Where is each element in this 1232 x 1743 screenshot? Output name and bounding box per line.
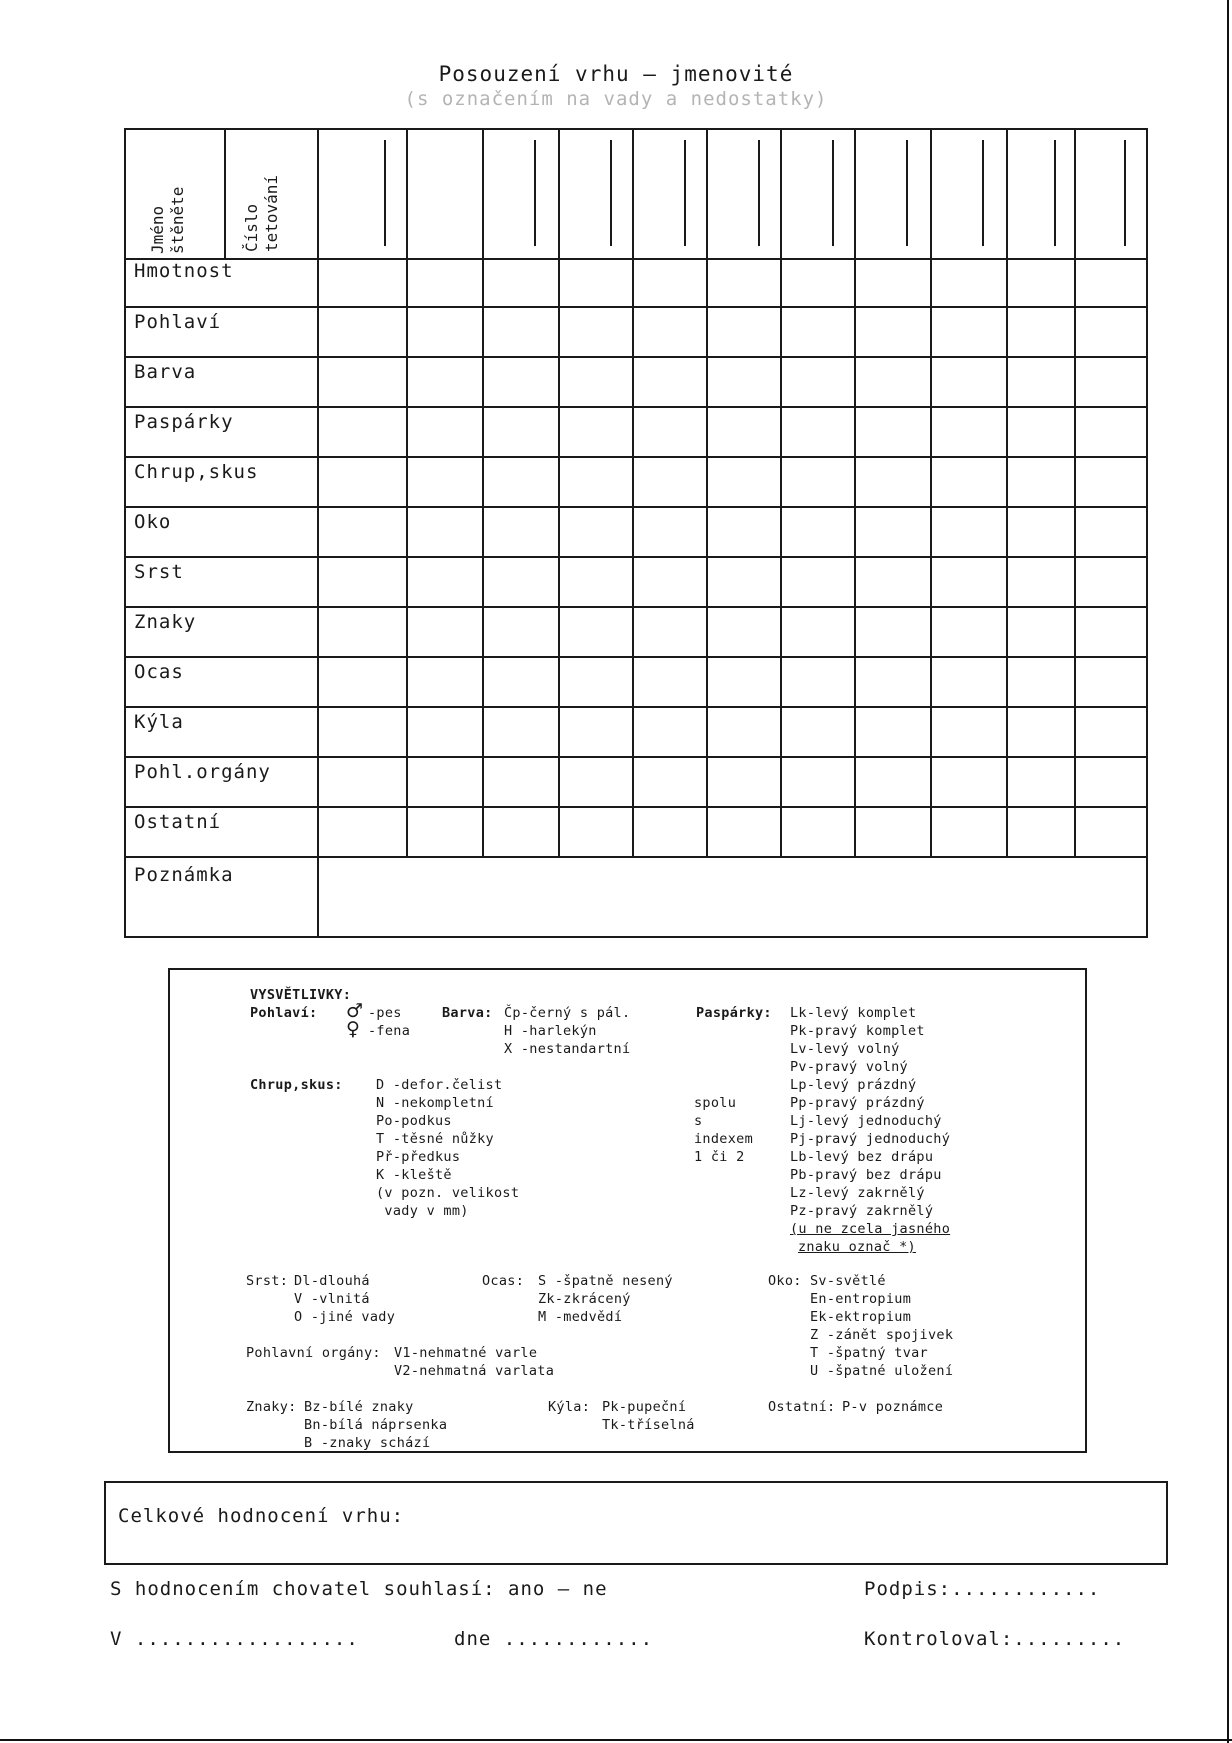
legend-color-item: X -nestandartní	[504, 1041, 631, 1057]
header-divider	[1054, 140, 1056, 246]
legend-dewclaw-item: Lv-levý volný	[790, 1041, 900, 1057]
header-divider	[1124, 140, 1126, 246]
legend-sex-male: -pes	[368, 1005, 402, 1021]
legend-dewclaw-item: Lp-levý prázdný	[790, 1077, 917, 1093]
grid-line	[124, 556, 1148, 558]
assessment-grid	[124, 128, 1148, 938]
legend-other-label: Ostatní:	[768, 1399, 836, 1415]
header-divider	[684, 140, 686, 246]
grid-line	[124, 656, 1148, 658]
legend-bite-index: spolu	[694, 1095, 737, 1111]
female-symbol-icon: ♀	[346, 1018, 361, 1040]
legend-dewclaw-item: Pz-pravý zakrnělý	[790, 1203, 934, 1219]
legend-bite-index: 1 či 2	[694, 1149, 745, 1165]
checked-by-line: Kontroloval:.........	[864, 1628, 1126, 1650]
row-label-other: Ostatní	[134, 811, 222, 833]
legend-bite-item: vady v mm)	[376, 1203, 469, 1219]
row-label-genitals: Pohl.orgány	[134, 761, 271, 783]
grid-line	[124, 856, 1148, 858]
grid-line	[124, 128, 1148, 130]
grid-line	[124, 606, 1148, 608]
legend-coat-item: V -vlnitá	[294, 1291, 370, 1307]
grid-line	[317, 128, 319, 938]
legend-sex-label: Pohlaví:	[250, 1005, 318, 1021]
header-divider	[384, 140, 386, 246]
grid-line	[124, 756, 1148, 758]
grid-line	[124, 936, 1148, 938]
grid-line	[124, 356, 1148, 358]
form-title: Posouzení vrhu – jmenovité	[438, 62, 794, 86]
row-label-bite: Chrup,skus	[134, 461, 259, 483]
legend-tail-item: S -špatně nesený	[538, 1273, 673, 1289]
header-divider	[610, 140, 612, 246]
legend-dewclaw-label: Paspárky:	[696, 1005, 772, 1021]
grid-line	[406, 128, 408, 858]
grid-line	[780, 128, 782, 858]
legend-organs-item: V1-nehmatné varle	[394, 1345, 538, 1361]
legend-bite-item: T -těsné nůžky	[376, 1131, 494, 1147]
grid-line	[124, 406, 1148, 408]
header-divider	[982, 140, 984, 246]
legend-dewclaw-item: Pv-pravý volný	[790, 1059, 908, 1075]
legend-organs-label: Pohlavní orgány:	[246, 1345, 381, 1361]
legend-tail-label: Ocas:	[482, 1273, 525, 1289]
header-divider	[534, 140, 536, 246]
legend-coat-label: Srst:	[246, 1273, 289, 1289]
grid-line	[632, 128, 634, 858]
legend-tail-item: M -medvědí	[538, 1309, 623, 1325]
legend-sex-female: -fena	[368, 1023, 411, 1039]
legend-bite-item: Př-předkus	[376, 1149, 461, 1165]
grid-line	[1006, 128, 1008, 858]
legend-other-item: P-v poznámce	[842, 1399, 944, 1415]
legend-unclear-note: (u ne zcela jasného	[790, 1221, 951, 1237]
grid-line	[124, 128, 126, 938]
row-label-sex: Pohlaví	[134, 311, 222, 333]
legend-bite-index: indexem	[694, 1131, 753, 1147]
legend-eye-item: Ek-ektropium	[810, 1309, 912, 1325]
legend-bite-item: N -nekompletní	[376, 1095, 494, 1111]
date-line: dne ............	[454, 1628, 654, 1650]
legend-color-label: Barva:	[442, 1005, 493, 1021]
legend-dewclaw-item: Lk-levý komplet	[790, 1005, 917, 1021]
legend-bite-item: D -defor.čelist	[376, 1077, 503, 1093]
male-symbol-icon: ♂	[346, 1000, 364, 1022]
legend-eye-item: Sv-světlé	[810, 1273, 886, 1289]
grid-line	[124, 456, 1148, 458]
page-edge-bottom	[0, 1739, 1232, 1741]
grid-line	[482, 128, 484, 858]
header-divider	[906, 140, 908, 246]
grid-line	[558, 128, 560, 858]
overall-assessment-box	[104, 1481, 1168, 1565]
legend-tail-item: Zk-zkrácený	[538, 1291, 631, 1307]
grid-line	[1074, 128, 1076, 858]
row-label-dewclaws: Paspárky	[134, 411, 234, 433]
legend-dewclaw-item: Lj-levý jednoduchý	[790, 1113, 942, 1129]
row-label-note: Poznámka	[134, 864, 234, 886]
row-label-color: Barva	[134, 361, 197, 383]
signature-line: Podpis:............	[864, 1578, 1101, 1600]
legend-dewclaw-item: Pj-pravý jednoduchý	[790, 1131, 951, 1147]
legend-marks-item: B -znaky schází	[304, 1435, 431, 1451]
legend-marks-item: Bn-bílá náprsenka	[304, 1417, 448, 1433]
grid-line	[124, 258, 1148, 260]
legend-color-item: Čp-černý s pál.	[504, 1005, 631, 1021]
legend-dewclaw-item: Lb-levý bez drápu	[790, 1149, 934, 1165]
grid-line	[706, 128, 708, 858]
legend-unclear-note: znaku označ *)	[798, 1239, 916, 1255]
header-divider	[832, 140, 834, 246]
place-line: V ..................	[110, 1628, 359, 1650]
legend-bite-item: K -kleště	[376, 1167, 452, 1183]
legend-hernia-item: Pk-pupeční	[602, 1399, 687, 1415]
grid-line	[224, 128, 226, 258]
legend-bite-item: Po-podkus	[376, 1113, 452, 1129]
legend-dewclaw-item: Pk-pravý komplet	[790, 1023, 925, 1039]
legend-bite-index: s	[694, 1113, 703, 1129]
grid-line	[1146, 128, 1148, 938]
row-label-markings: Znaky	[134, 611, 197, 633]
grid-line	[124, 306, 1148, 308]
legend-eye-item: Z -zánět spojivek	[810, 1327, 954, 1343]
row-label-eye: Oko	[134, 511, 172, 533]
legend-hernia-item: Tk-tříselná	[602, 1417, 695, 1433]
row-label-coat: Srst	[134, 561, 184, 583]
legend-organs-item: V2-nehmatná varlata	[394, 1363, 555, 1379]
page-edge-right	[1227, 0, 1229, 1743]
legend-bite-label: Chrup,skus:	[250, 1077, 343, 1093]
row-label-hernia: Kýla	[134, 711, 184, 733]
legend-title: VYSVĚTLIVKY:	[250, 987, 352, 1003]
grid-line	[854, 128, 856, 858]
breeder-consent-line: S hodnocením chovatel souhlasí: ano – ne	[110, 1578, 608, 1600]
grid-line	[930, 128, 932, 858]
puppy-name-header: Jméno štěněte	[148, 186, 187, 254]
legend-dewclaw-item: Pb-pravý bez drápu	[790, 1167, 942, 1183]
grid-line	[124, 806, 1148, 808]
legend-eye-label: Oko:	[768, 1273, 802, 1289]
tattoo-number-header: Číslo tetování	[242, 174, 281, 252]
legend-eye-item: U -špatné uložení	[810, 1363, 954, 1379]
legend-color-item: H -harlekýn	[504, 1023, 597, 1039]
legend-marks-item: Bz-bílé znaky	[304, 1399, 414, 1415]
grid-line	[124, 506, 1148, 508]
row-label-weight: Hmotnost	[134, 260, 234, 282]
legend-hernia-label: Kýla:	[548, 1399, 591, 1415]
legend-eye-item: En-entropium	[810, 1291, 912, 1307]
legend-dewclaw-item: Lz-levý zakrnělý	[790, 1185, 925, 1201]
overall-assessment-label: Celkové hodnocení vrhu:	[118, 1505, 405, 1527]
grid-line	[124, 706, 1148, 708]
row-label-tail: Ocas	[134, 661, 184, 683]
legend-eye-item: T -špatný tvar	[810, 1345, 928, 1361]
legend-coat-item: Dl-dlouhá	[294, 1273, 370, 1289]
header-divider	[758, 140, 760, 246]
legend-coat-item: O -jiné vady	[294, 1309, 396, 1325]
form-subtitle: (s označením na vady a nedostatky)	[404, 88, 828, 110]
legend-bite-item: (v pozn. velikost	[376, 1185, 520, 1201]
legend-box	[168, 968, 1087, 1453]
legend-marks-label: Znaky:	[246, 1399, 297, 1415]
legend-dewclaw-item: Pp-pravý prázdný	[790, 1095, 925, 1111]
